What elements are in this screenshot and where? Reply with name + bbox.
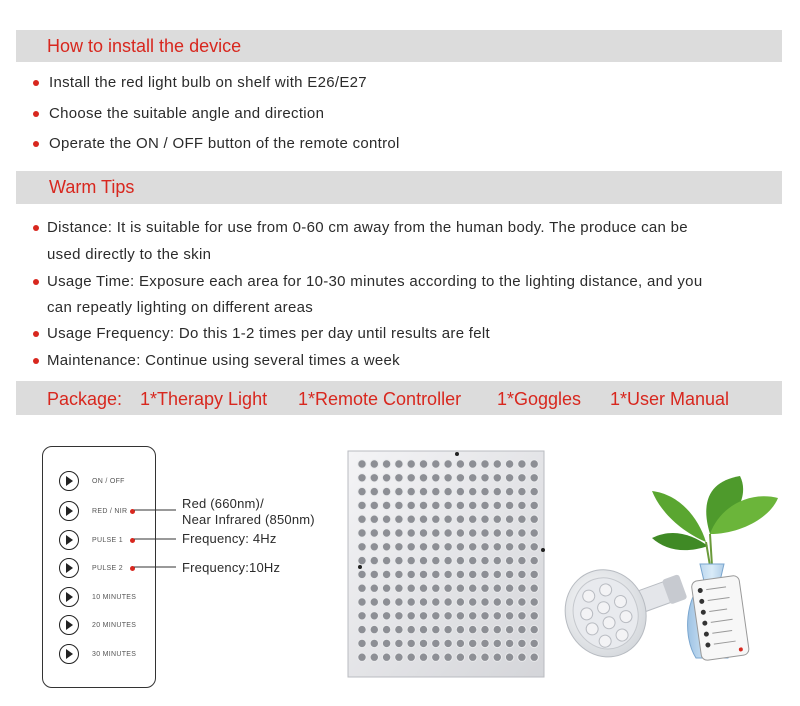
led-dot [518, 543, 526, 551]
led-dot [432, 515, 440, 523]
led-dot [419, 584, 427, 592]
led-dot [358, 625, 366, 633]
led-dot [382, 598, 390, 606]
led-dot [395, 474, 403, 482]
led-dot [432, 598, 440, 606]
led-dot [382, 556, 390, 564]
led-dot [456, 639, 464, 647]
led-dot [493, 570, 501, 578]
led-dot [456, 612, 464, 620]
led-dot [444, 529, 452, 537]
led-dot [469, 529, 477, 537]
led-dot [419, 598, 427, 606]
led-dot [493, 556, 501, 564]
led-dot [505, 515, 513, 523]
led-dot [395, 639, 403, 647]
led-dot [358, 556, 366, 564]
led-dot [419, 529, 427, 537]
led-dot [456, 556, 464, 564]
led-dot [456, 570, 464, 578]
led-dot [407, 529, 415, 537]
led-dot [419, 543, 427, 551]
tips-title: Warm Tips [49, 177, 135, 197]
led-dot [382, 584, 390, 592]
led-dot [395, 612, 403, 620]
led-dot [505, 570, 513, 578]
led-dot [493, 625, 501, 633]
led-dot [370, 460, 378, 468]
led-dot [518, 501, 526, 509]
led-dot [419, 460, 427, 468]
package-label: Package: [47, 389, 123, 409]
led-dot [358, 460, 366, 468]
led-dot [358, 487, 366, 495]
led-dot [518, 598, 526, 606]
led-dot [469, 515, 477, 523]
led-dot [382, 543, 390, 551]
remote-label-onoff: ON / OFF [92, 478, 125, 485]
led-dot [358, 474, 366, 482]
install-step-2: Choose the suitable angle and direction [49, 105, 325, 122]
led-dot [493, 612, 501, 620]
led-dot [493, 487, 501, 495]
led-dot [493, 515, 501, 523]
led-dot [358, 529, 366, 537]
led-dot [530, 653, 538, 661]
led-dot [395, 570, 403, 578]
led-dot [505, 598, 513, 606]
led-dot [493, 598, 501, 606]
led-dot [407, 515, 415, 523]
led-dot [469, 653, 477, 661]
led-dot [432, 570, 440, 578]
led-dot [358, 515, 366, 523]
led-panel-image [342, 447, 550, 683]
led-dot [518, 460, 526, 468]
led-dot [358, 501, 366, 509]
led-dot [481, 460, 489, 468]
led-dot [432, 543, 440, 551]
led-dot [444, 653, 452, 661]
led-dot [481, 584, 489, 592]
led-dot [370, 556, 378, 564]
led-dot [419, 570, 427, 578]
led-dot [505, 639, 513, 647]
tip-frequency: Usage Frequency: Do this 1-2 times per day until results are felt [47, 325, 491, 342]
led-dot [518, 570, 526, 578]
led-dot [530, 598, 538, 606]
led-dot [419, 487, 427, 495]
led-dot [505, 529, 513, 537]
led-dot [432, 487, 440, 495]
led-dot [469, 543, 477, 551]
led-dot [469, 556, 477, 564]
led-dot [530, 625, 538, 633]
remote-label-30min: 30 MINUTES [92, 651, 137, 658]
led-dot [395, 653, 403, 661]
led-dot [481, 639, 489, 647]
led-dot [432, 556, 440, 564]
led-dot [481, 570, 489, 578]
led-dot [382, 474, 390, 482]
bulb-and-plant-image [560, 446, 785, 671]
led-dot [481, 543, 489, 551]
led-dot [407, 556, 415, 564]
note-red-nir-1: Red (660nm)/ [182, 496, 264, 511]
remote-label-pulse1: PULSE 1 [92, 537, 123, 544]
package-item-remote: 1*Remote Controller [298, 389, 462, 409]
led-dot [481, 487, 489, 495]
led-dot [395, 543, 403, 551]
led-dot [419, 625, 427, 633]
tip-distance-cont: used directly to the skin [47, 246, 212, 263]
led-dot [444, 543, 452, 551]
tip-usage-time-cont: can repeatly lighting on different areas [47, 299, 314, 316]
led-dot [407, 487, 415, 495]
led-dot [382, 460, 390, 468]
led-dot [395, 487, 403, 495]
led-dot [358, 543, 366, 551]
led-dot [358, 612, 366, 620]
led-dot [505, 487, 513, 495]
led-dot [370, 515, 378, 523]
led-dot [407, 639, 415, 647]
led-dot [456, 625, 464, 633]
led-dot [407, 625, 415, 633]
led-dot [370, 598, 378, 606]
led-dot [481, 501, 489, 509]
install-step-3: Operate the ON / OFF button of the remote control [49, 135, 400, 152]
led-dot [407, 584, 415, 592]
led-dot [419, 556, 427, 564]
package-item-light: 1*Therapy Light [140, 389, 268, 409]
led-dot [358, 639, 366, 647]
led-dot [469, 460, 477, 468]
led-dot [530, 460, 538, 468]
led-dot [395, 625, 403, 633]
led-dot [456, 543, 464, 551]
install-title: How to install the device [47, 36, 242, 56]
led-dot [407, 598, 415, 606]
led-dot [505, 653, 513, 661]
led-dot [518, 625, 526, 633]
led-dot [505, 612, 513, 620]
led-dot [518, 529, 526, 537]
led-dot [419, 501, 427, 509]
led-dot [444, 639, 452, 647]
led-dot [370, 543, 378, 551]
led-dot [469, 625, 477, 633]
led-dot [407, 653, 415, 661]
led-dot [370, 570, 378, 578]
led-dot [530, 487, 538, 495]
led-dot [456, 598, 464, 606]
led-dot [395, 529, 403, 537]
led-dot [518, 474, 526, 482]
led-dot [456, 487, 464, 495]
led-dot [419, 515, 427, 523]
led-dot [530, 584, 538, 592]
led-dot [456, 584, 464, 592]
led-dot [444, 460, 452, 468]
led-dot [493, 543, 501, 551]
led-dot [469, 474, 477, 482]
package-item-goggles: 1*Goggles [497, 389, 582, 409]
led-dot [370, 474, 378, 482]
package-item-manual: 1*User Manual [610, 389, 730, 409]
led-dot [419, 653, 427, 661]
led-dot [444, 515, 452, 523]
led-dot [518, 487, 526, 495]
led-dot [432, 501, 440, 509]
led-dot [505, 625, 513, 633]
led-dot [382, 529, 390, 537]
remote-label-rednir: RED / NIR [92, 508, 128, 515]
led-dot [444, 487, 452, 495]
led-dot [493, 639, 501, 647]
led-dot [407, 570, 415, 578]
led-dot [382, 653, 390, 661]
led-dot [382, 515, 390, 523]
led-dot [518, 584, 526, 592]
led-dot [370, 625, 378, 633]
led-dot [518, 556, 526, 564]
remote-label-20min: 20 MINUTES [92, 622, 137, 629]
led-dot [407, 474, 415, 482]
led-dot [444, 570, 452, 578]
led-dot [370, 584, 378, 592]
led-dot [530, 474, 538, 482]
led-dot [505, 543, 513, 551]
led-dot [407, 543, 415, 551]
led-dot [395, 556, 403, 564]
led-dot [419, 639, 427, 647]
led-dot [444, 625, 452, 633]
led-dot [456, 474, 464, 482]
note-pulse1: Frequency: 4Hz [182, 531, 277, 546]
led-dot [469, 598, 477, 606]
led-dot [505, 584, 513, 592]
led-dot [469, 487, 477, 495]
tip-usage-time: Usage Time: Exposure each area for 10-30 minutes according to the lighting distance, and you [47, 273, 703, 290]
led-dot [456, 501, 464, 509]
led-dot [444, 501, 452, 509]
led-dot [518, 612, 526, 620]
led-dot [481, 515, 489, 523]
note-red-nir-2: Near Infrared (850nm) [182, 512, 315, 527]
led-dot [395, 584, 403, 592]
led-dot [370, 639, 378, 647]
led-dot [370, 529, 378, 537]
led-dot [444, 474, 452, 482]
led-dot [370, 487, 378, 495]
led-dot [530, 612, 538, 620]
remote-label-10min: 10 MINUTES [92, 594, 137, 601]
led-dot [530, 529, 538, 537]
led-dot [481, 625, 489, 633]
led-dot [493, 529, 501, 537]
led-dot [382, 570, 390, 578]
led-dot [530, 543, 538, 551]
led-dot [456, 653, 464, 661]
led-dot [382, 625, 390, 633]
led-dot [505, 501, 513, 509]
note-pulse2: Frequency:10Hz [182, 560, 281, 575]
led-dot [505, 460, 513, 468]
led-dot [432, 474, 440, 482]
led-dot [481, 612, 489, 620]
led-dot [407, 501, 415, 509]
led-dot [481, 598, 489, 606]
led-dot [530, 501, 538, 509]
led-dot [518, 515, 526, 523]
led-dot [469, 639, 477, 647]
led-dot [530, 556, 538, 564]
led-dot [370, 653, 378, 661]
led-dot [432, 584, 440, 592]
led-dot [382, 612, 390, 620]
led-dot [432, 653, 440, 661]
led-dot [493, 474, 501, 482]
led-dot [493, 584, 501, 592]
led-dot [518, 639, 526, 647]
led-dot [493, 653, 501, 661]
led-dot [407, 612, 415, 620]
led-dot [407, 460, 415, 468]
led-dot [530, 570, 538, 578]
led-dot [382, 639, 390, 647]
led-dot [456, 515, 464, 523]
led-dot [358, 598, 366, 606]
led-dot [432, 460, 440, 468]
led-dot [444, 612, 452, 620]
led-dot [370, 612, 378, 620]
led-dot [432, 625, 440, 633]
led-dot [382, 487, 390, 495]
led-dot [444, 556, 452, 564]
remote-label-pulse2: PULSE 2 [92, 565, 123, 572]
led-dot [395, 515, 403, 523]
install-step-1: Install the red light bulb on shelf with E26/E27 [49, 74, 367, 91]
led-dot [456, 529, 464, 537]
led-dot [358, 584, 366, 592]
led-dot [493, 460, 501, 468]
led-dot [505, 474, 513, 482]
led-dot [481, 653, 489, 661]
led-dot [358, 570, 366, 578]
led-dot [469, 612, 477, 620]
led-dot [395, 501, 403, 509]
led-dot [444, 598, 452, 606]
led-dot [382, 501, 390, 509]
led-dot [456, 460, 464, 468]
led-dot [419, 612, 427, 620]
led-dot [419, 474, 427, 482]
tip-maintenance: Maintenance: Continue using several times a week [47, 352, 400, 369]
led-dot [505, 556, 513, 564]
led-dot [493, 501, 501, 509]
led-dot [469, 584, 477, 592]
led-dot [530, 639, 538, 647]
led-dot [395, 598, 403, 606]
led-dot [469, 570, 477, 578]
led-dot [469, 501, 477, 509]
led-dot [481, 474, 489, 482]
led-dot [481, 529, 489, 537]
led-dot [518, 653, 526, 661]
led-dot [358, 653, 366, 661]
led-dot [530, 515, 538, 523]
led-dot [444, 584, 452, 592]
led-dot [432, 639, 440, 647]
tip-distance: Distance: It is suitable for use from 0-60 cm away from the human body. The produce can be [47, 219, 688, 236]
led-dot [481, 556, 489, 564]
led-dot [432, 529, 440, 537]
led-dot [432, 612, 440, 620]
led-dot [370, 501, 378, 509]
led-dot [395, 460, 403, 468]
